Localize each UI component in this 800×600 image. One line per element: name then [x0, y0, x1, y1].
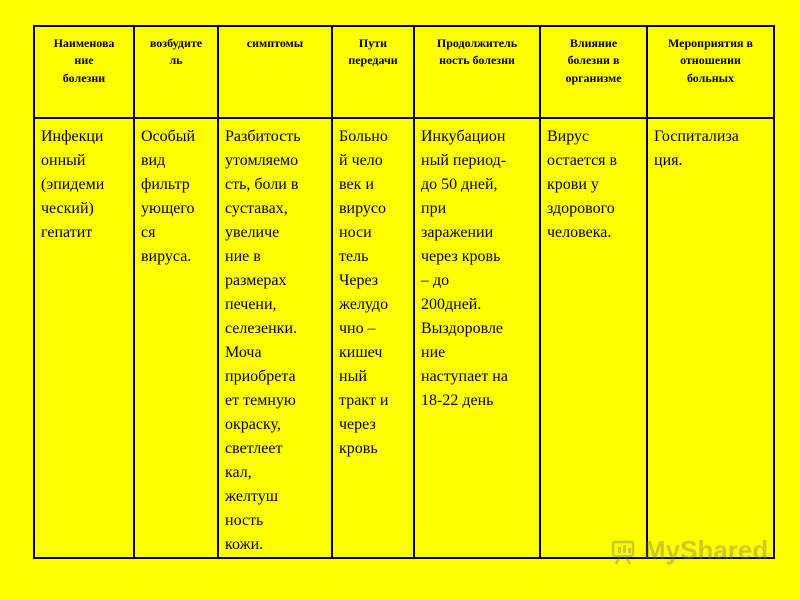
myshared-logo-icon — [610, 536, 640, 566]
cell-disease-name: Инфекци онный (эпидеми ческий) гепатит — [34, 118, 134, 558]
table-row — [34, 118, 774, 558]
cell-pathogen: Особый вид фильтр ующего ся вируса. — [134, 118, 218, 558]
header-symptoms: симптомы — [218, 26, 332, 118]
header-measures: Мероприятия в отношении больных — [647, 26, 774, 118]
cell-measures: Госпитализа ция. — [647, 118, 774, 558]
watermark-text: MyShared — [644, 535, 769, 565]
cell-symptoms: Разбитость утомляемо сть, боли в суставах, увеличе ние в размерах печени, селезенки. Моча приобрета ет темную окраску, светлеет кал, желтуш ность кожи. — [218, 118, 332, 558]
header-duration: Продолжитель ность болезни — [414, 26, 540, 118]
cell-effect: Вирус остается в крови у здорового человека. — [540, 118, 647, 558]
cell-duration: Инкубацион ный период- до 50 дней, при заражении через кровь – до 200дней. Выздоровле ние наступает на 18-22 день — [414, 118, 540, 558]
header-transmission: Пути передачи — [332, 26, 414, 118]
header-row — [34, 26, 774, 118]
cell-transmission: Больно й чело век и вирусо носи тель Через желудо чно – кишеч ный тракт и через кровь — [332, 118, 414, 558]
header-pathogen: возбудите ль — [134, 26, 218, 118]
watermark — [610, 535, 768, 566]
header-disease-name: Наименова ние болезни — [34, 26, 134, 118]
header-effect: Влияние болезни в организме — [540, 26, 647, 118]
disease-table — [33, 25, 775, 559]
